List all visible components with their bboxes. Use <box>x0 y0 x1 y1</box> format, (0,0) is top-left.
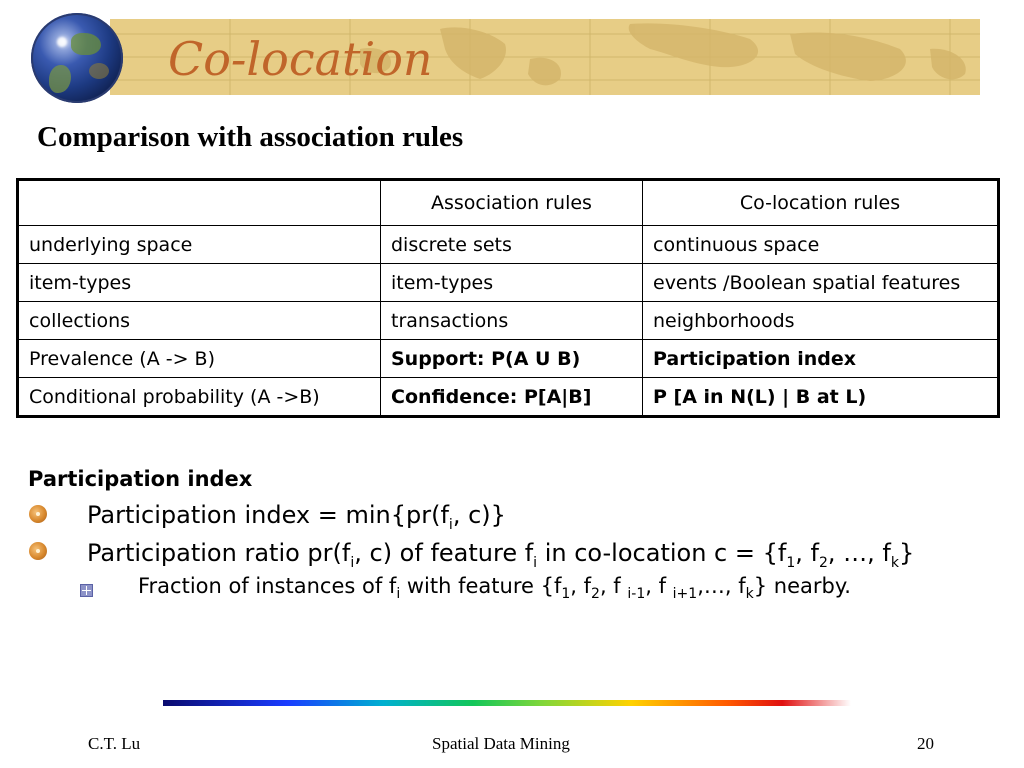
table-row <box>18 264 999 302</box>
table-cell: neighborhoods <box>643 302 999 340</box>
bullet-icon <box>29 542 47 560</box>
table-cell: Prevalence (A -> B) <box>18 340 381 378</box>
slide-title: Co-location <box>168 32 433 86</box>
table-cell: transactions <box>381 302 643 340</box>
table-cell: Conditional probability (A ->B) <box>18 378 381 417</box>
rainbow-divider <box>163 700 851 706</box>
table-cell: continuous space <box>643 226 999 264</box>
footer-page-number: 20 <box>917 734 934 753</box>
table-cell: P [A in N(L) | B at L) <box>643 378 999 417</box>
table-row <box>18 378 999 417</box>
table-cell: Participation index <box>643 340 999 378</box>
table-header-cell: Association rules <box>381 180 643 226</box>
bullet-participation-index: Participation index = $\min\{pr(f_i$, c)} <box>87 501 506 533</box>
table-cell: item-types <box>18 264 381 302</box>
table-header-cell <box>18 180 381 226</box>
table-row <box>18 302 999 340</box>
table-header-row <box>18 180 999 226</box>
bullet-participation-ratio: Participation ratio $pr(f_i$, c) of feature $f_i$ in co-location $c = \{f_1$, $f_2$, …, $f_k$} <box>87 539 915 571</box>
sub-bullet-fraction: Fraction of instances of $f_i$ with feature {$f_1$, $f_2$, f $_{i-1}$, f $_{i+1}$,…, $f_k$} nearby. <box>138 574 851 603</box>
table-cell: Confidence: P[A|B] <box>381 378 643 417</box>
table-header-cell: Co-location rules <box>643 180 999 226</box>
bullet-icon <box>29 505 47 523</box>
section-heading: Participation index <box>28 467 253 491</box>
table-cell: underlying space <box>18 226 381 264</box>
table-cell: item-types <box>381 264 643 302</box>
comparison-table <box>16 178 1000 418</box>
table-row <box>18 226 999 264</box>
table-cell: events /Boolean spatial features <box>643 264 999 302</box>
table-cell: Support: P(A U B) <box>381 340 643 378</box>
globe-logo <box>31 13 123 103</box>
sub-bullet-icon <box>80 584 93 597</box>
table-cell: collections <box>18 302 381 340</box>
table-cell: discrete sets <box>381 226 643 264</box>
table-row <box>18 340 999 378</box>
footer-course: Spatial Data Mining <box>432 734 570 753</box>
footer-author: C.T. Lu <box>88 734 141 753</box>
slide-subtitle: Comparison with association rules <box>37 121 464 153</box>
